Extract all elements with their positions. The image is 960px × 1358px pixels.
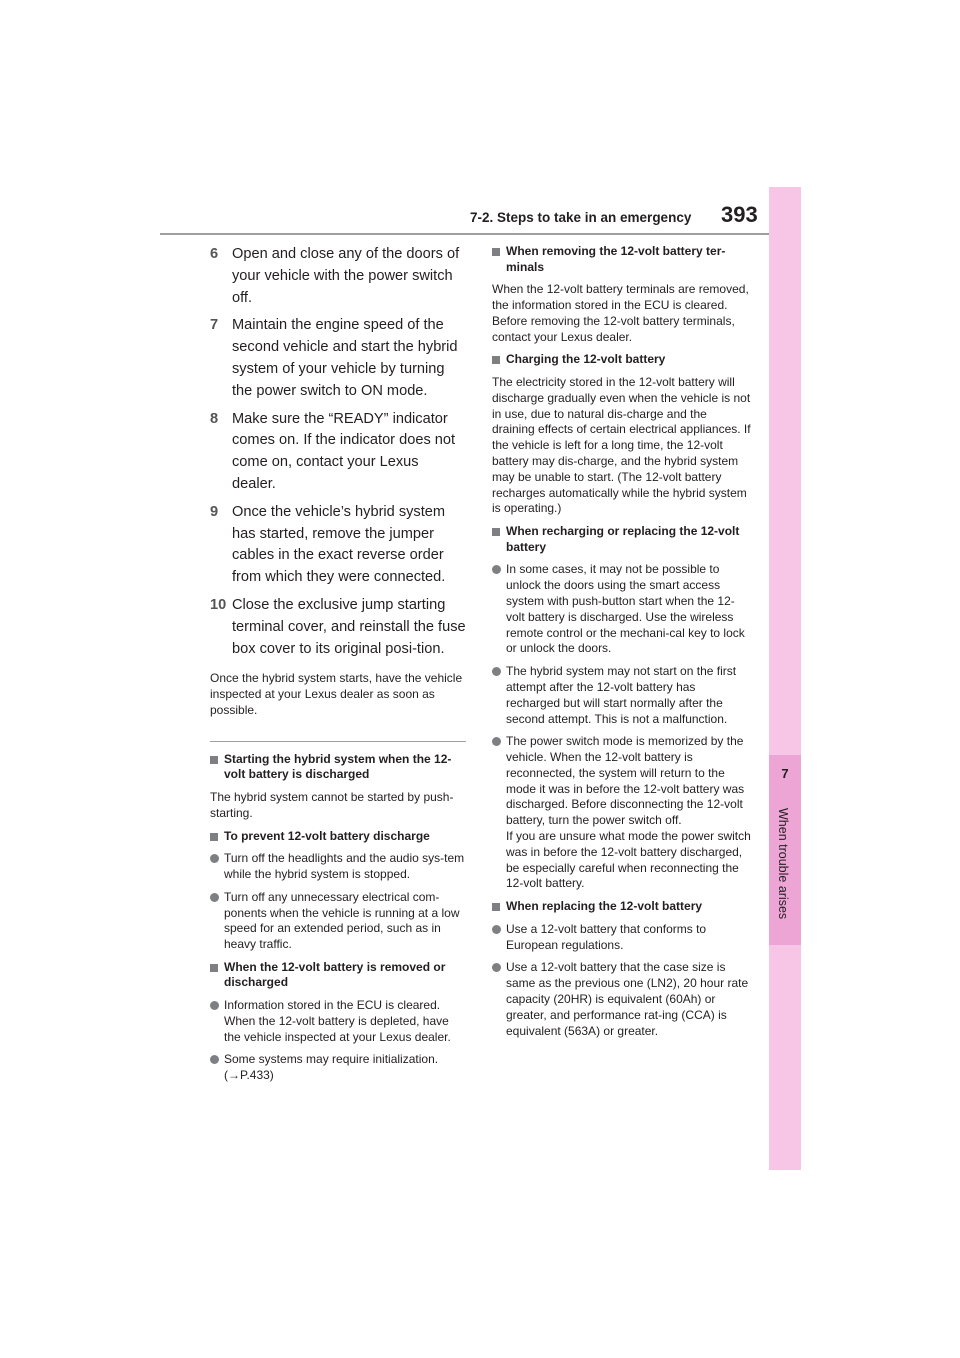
bullet-text[interactable]: Some systems may require initialization. (→P.433) (224, 1052, 439, 1083)
bullet-text: Turn off any unnecessary electrical com-ponents when the vehicle is running at a low speed for an extended period, such as in heavy traffic. (224, 889, 460, 952)
step-number: 7 (210, 317, 219, 334)
left-column (210, 244, 466, 1091)
section-heading (210, 752, 466, 783)
step-text: Open and close any of the doors of your vehicle with the power switch off. (232, 246, 460, 306)
step-number: 10 (210, 596, 227, 613)
heading-text: Starting the hybrid system when the 12-volt battery is discharged (224, 751, 452, 782)
square-bullet-icon (492, 356, 500, 364)
square-bullet-icon (492, 248, 500, 256)
right-column (492, 244, 752, 1046)
step-number: 8 (210, 410, 219, 427)
section-heading (492, 899, 752, 915)
circle-bullet-icon (210, 893, 219, 902)
bullet-item (210, 851, 466, 883)
circle-bullet-icon (492, 565, 501, 574)
bullet-text: Turn off the headlights and the audio sys-tem while the hybrid system is stopped. (224, 851, 465, 881)
bullet-text: The hybrid system may not start on the first attempt after the 12-volt battery has recharged but will start normally after the second attempt. This is not a malfunction. (506, 664, 737, 726)
chapter-side-tab (769, 187, 801, 1170)
bullet-text: Use a 12-volt battery that the case size is same as the previous one (LN2), 20 hour rate capacity (20HR) is equivalent (60Ah) or greater, and performance rat-ing (CCA) is equivalent (563A) or greater. (506, 960, 749, 1038)
chapter-number: 7 (781, 766, 789, 781)
circle-bullet-icon (492, 667, 501, 676)
section-heading (210, 960, 466, 991)
square-bullet-icon (492, 903, 500, 911)
circle-bullet-icon (492, 925, 501, 934)
heading-text: When removing the 12-volt battery ter-minals (506, 244, 726, 274)
circle-bullet-icon (492, 737, 501, 746)
bullet-text: Information stored in the ECU is cleared. When the 12-volt battery is depleted, have the vehicle inspected at your Lexus dealer. (224, 998, 451, 1044)
section-heading (492, 244, 752, 275)
bullet-item (492, 922, 752, 954)
bullet-item (210, 890, 466, 953)
circle-bullet-icon (492, 963, 501, 972)
bullet-text: The power switch mode is memorized by the vehicle. When the 12-volt battery is reconnected, the system will return to the mode it was in before the 12-volt battery was discharged. Before disconnecting the 12-volt battery, turn the power switch off. (506, 734, 745, 828)
circle-bullet-icon (210, 1055, 219, 1064)
section-heading (210, 829, 466, 845)
section-heading (492, 352, 752, 368)
step-item (210, 595, 466, 660)
step-item (210, 502, 466, 589)
circle-bullet-icon (210, 854, 219, 863)
step-text: Once the vehicle’s hybrid system has started, remove the jumper cables in the exact reverse order from which they were connected. (232, 503, 446, 586)
bullet-text: Use a 12-volt battery that conforms to European regulations. (506, 921, 707, 952)
square-bullet-icon (210, 833, 218, 841)
bullet-item (492, 562, 752, 657)
step-number: 6 (210, 246, 219, 262)
square-bullet-icon (210, 964, 218, 972)
heading-text: Charging the 12-volt battery (506, 352, 666, 367)
paragraph: The hybrid system cannot be started by push-starting. (210, 789, 454, 820)
chapter-label: When trouble arises (776, 808, 790, 920)
bullet-continuation: If you are unsure what mode the power switch was in before the 12-volt battery discharged, be especially careful when reconnecting the 12-volt battery. (506, 829, 751, 891)
square-bullet-icon (492, 528, 500, 536)
paragraph: The electricity stored in the 12-volt battery will discharge gradually even when the vehicle is not in use, due to natural dis-charge and the draining effects of certain electrical appliances. If the vehicle is left for a long time, the 12-volt battery may dis-charge, and the hybrid system may be unable to start. (The 12-volt battery recharges automatically while the hybrid system is operating.) (492, 374, 751, 516)
heading-text: To prevent 12-volt battery discharge (224, 828, 430, 843)
step-item (210, 409, 466, 496)
step-item (210, 315, 466, 402)
circle-bullet-icon (210, 1001, 219, 1010)
heading-text: When replacing the 12-volt battery (506, 899, 703, 914)
section-title: 7-2. Steps to take in an emergency (470, 210, 692, 225)
step-text: Make sure the “READY” indicator comes on. If the indicator does not come on, contact your Lexus dealer. (232, 410, 456, 492)
step-item (210, 244, 466, 309)
paragraph: When the 12-volt battery terminals are removed, the information stored in the ECU is cleared. Before removing the 12-volt battery terminals, contact your Lexus dealer. (492, 282, 749, 344)
bullet-item (492, 664, 752, 727)
step-text: Maintain the engine speed of the second vehicle and start the hybrid system of your vehicle by turning the power switch to ON mode. (232, 317, 458, 399)
heading-text: When recharging or replacing the 12-volt battery (506, 524, 740, 554)
bullet-item (210, 998, 466, 1045)
step-number: 9 (210, 503, 219, 520)
page-number: 393 (721, 202, 758, 227)
header-divider (160, 233, 769, 235)
square-bullet-icon (210, 756, 218, 764)
after-start-note: Once the hybrid system starts, have the vehicle inspected at your Lexus dealer as soon as possible. (210, 671, 463, 717)
notes-divider (210, 741, 466, 742)
bullet-text: In some cases, it may not be possible to unlock the doors using the smart access system with push-button start when the 12-volt battery is discharged. Use the wireless remote control or the mechani-cal key to lock or unlock the doors. (506, 562, 745, 656)
bullet-item (492, 960, 752, 1039)
heading-text: When the 12-volt battery is removed or discharged (224, 959, 446, 990)
step-text: Close the exclusive jump starting terminal cover, and reinstall the fuse box cover to its original posi-tion. (232, 596, 466, 657)
bullet-item (492, 734, 752, 829)
section-heading (492, 524, 752, 555)
bullet-item (210, 1052, 466, 1084)
